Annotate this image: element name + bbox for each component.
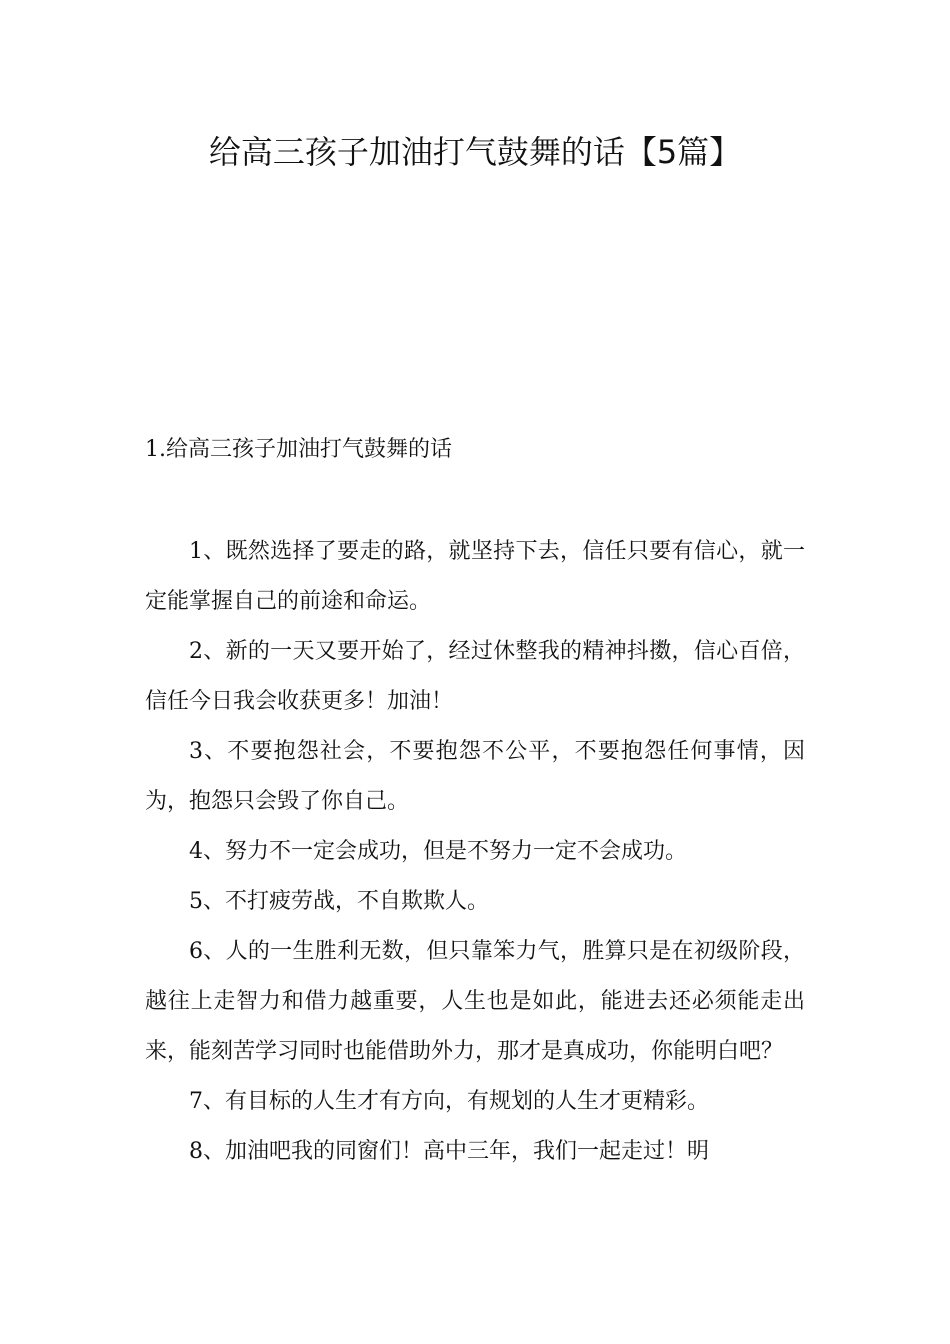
paragraph: 8、加油吧我的同窗们！高中三年，我们一起走过！明 — [189, 1139, 709, 1164]
paragraph: 7、有目标的人生才有方向，有规划的人生才更精彩。 — [189, 1089, 709, 1114]
paragraph: 6、人的一生胜利无数，但只靠笨力气，胜算只是在初级阶段，越往上走智力和借力越重要，人生也是如此，能进去还必须能走出来，能刻苦学习同时也能借助外力，那才是真成功，你能明白吧？ — [145, 939, 805, 1064]
paragraph: 3、不要抱怨社会，不要抱怨不公平，不要抱怨任何事情，因为，抱怨只会毁了你自己。 — [145, 739, 805, 814]
document-body — [145, 527, 805, 1177]
paragraph: 1、既然选择了要走的路，就坚持下去，信任只要有信心，就一定能掌握自己的前途和命运。 — [145, 539, 805, 614]
section-heading: 1.给高三孩子加油打气鼓舞的话 — [145, 437, 452, 462]
paragraph: 2、新的一天又要开始了，经过休整我的精神抖擞，信心百倍，信任今日我会收获更多！加油！ — [145, 639, 805, 714]
document-title: 给高三孩子加油打气鼓舞的话【5篇】 — [208, 133, 742, 171]
paragraph: 5、不打疲劳战，不自欺欺人。 — [189, 889, 489, 914]
paragraph: 4、努力不一定会成功，但是不努力一定不会成功。 — [189, 839, 687, 864]
